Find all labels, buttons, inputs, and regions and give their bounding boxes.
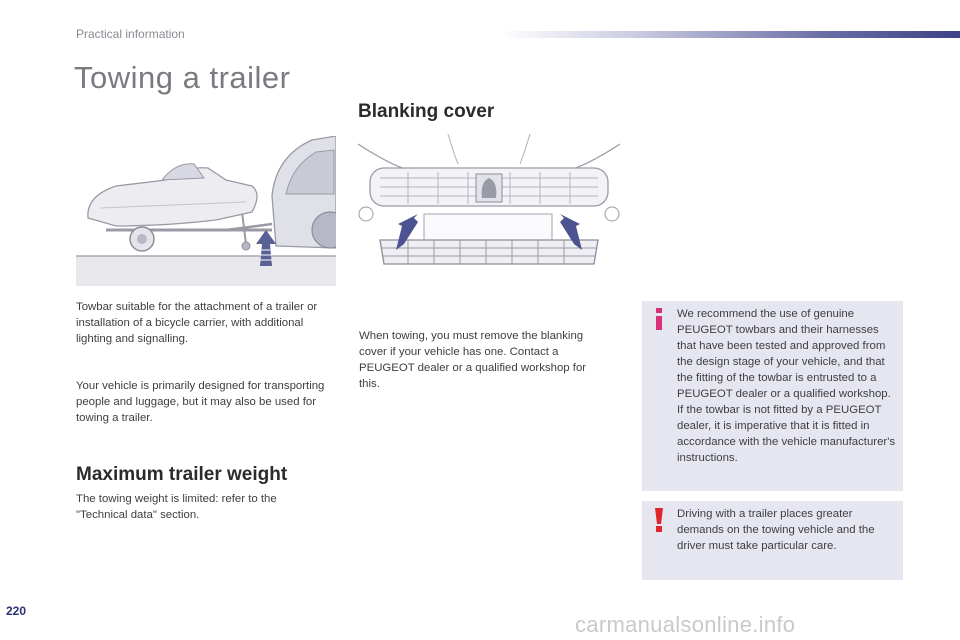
section-label: Practical information [76, 27, 185, 41]
warning-box-text: Driving with a trailer places greater demands on the towing vehicle and the driver must take particular care. [677, 508, 875, 552]
vehicle-design-note: Your vehicle is primarily designed for transporting people and luggage, but it may also be used for towing a trailer. [76, 380, 325, 424]
warning-icon [650, 508, 668, 532]
trailer-illustration [76, 136, 336, 286]
blanking-cover-text: When towing, you must remove the blanking cover if your vehicle has one. Contact a PEUGEOT dealer or a qualified workshop for this. [359, 330, 587, 390]
warning-box [642, 501, 903, 580]
watermark: carmanualsonline.info [575, 612, 796, 637]
info-box-text: We recommend the use of genuine PEUGEOT towbars and their harnesses that have been tested and approved from the design stage of your vehicle, and that the fitting of the towbar is entrusted to a PEUGEOT dealer or a qualified workshop. If the towbar is not fitted by a PEUGEOT dealer, it is imperative that it is fitted in accordance with the vehicle manufacturer's instructions. [677, 308, 896, 464]
info-box [642, 301, 903, 491]
header-bar [500, 31, 960, 38]
page-title: Towing a trailer [74, 60, 291, 95]
towbar-description: Towbar suitable for the attachment of a trailer or installation of a bicycle carrier, with additional lighting and signalling. [76, 301, 318, 345]
max-trailer-weight-heading: Maximum trailer weight [76, 464, 288, 485]
info-icon [650, 308, 668, 330]
blanking-cover-illustration [358, 134, 620, 276]
max-trailer-weight-text: The towing weight is limited: refer to the "Technical data" section. [76, 493, 277, 521]
page-number: 220 [6, 604, 27, 618]
blanking-cover-heading: Blanking cover [358, 101, 495, 122]
